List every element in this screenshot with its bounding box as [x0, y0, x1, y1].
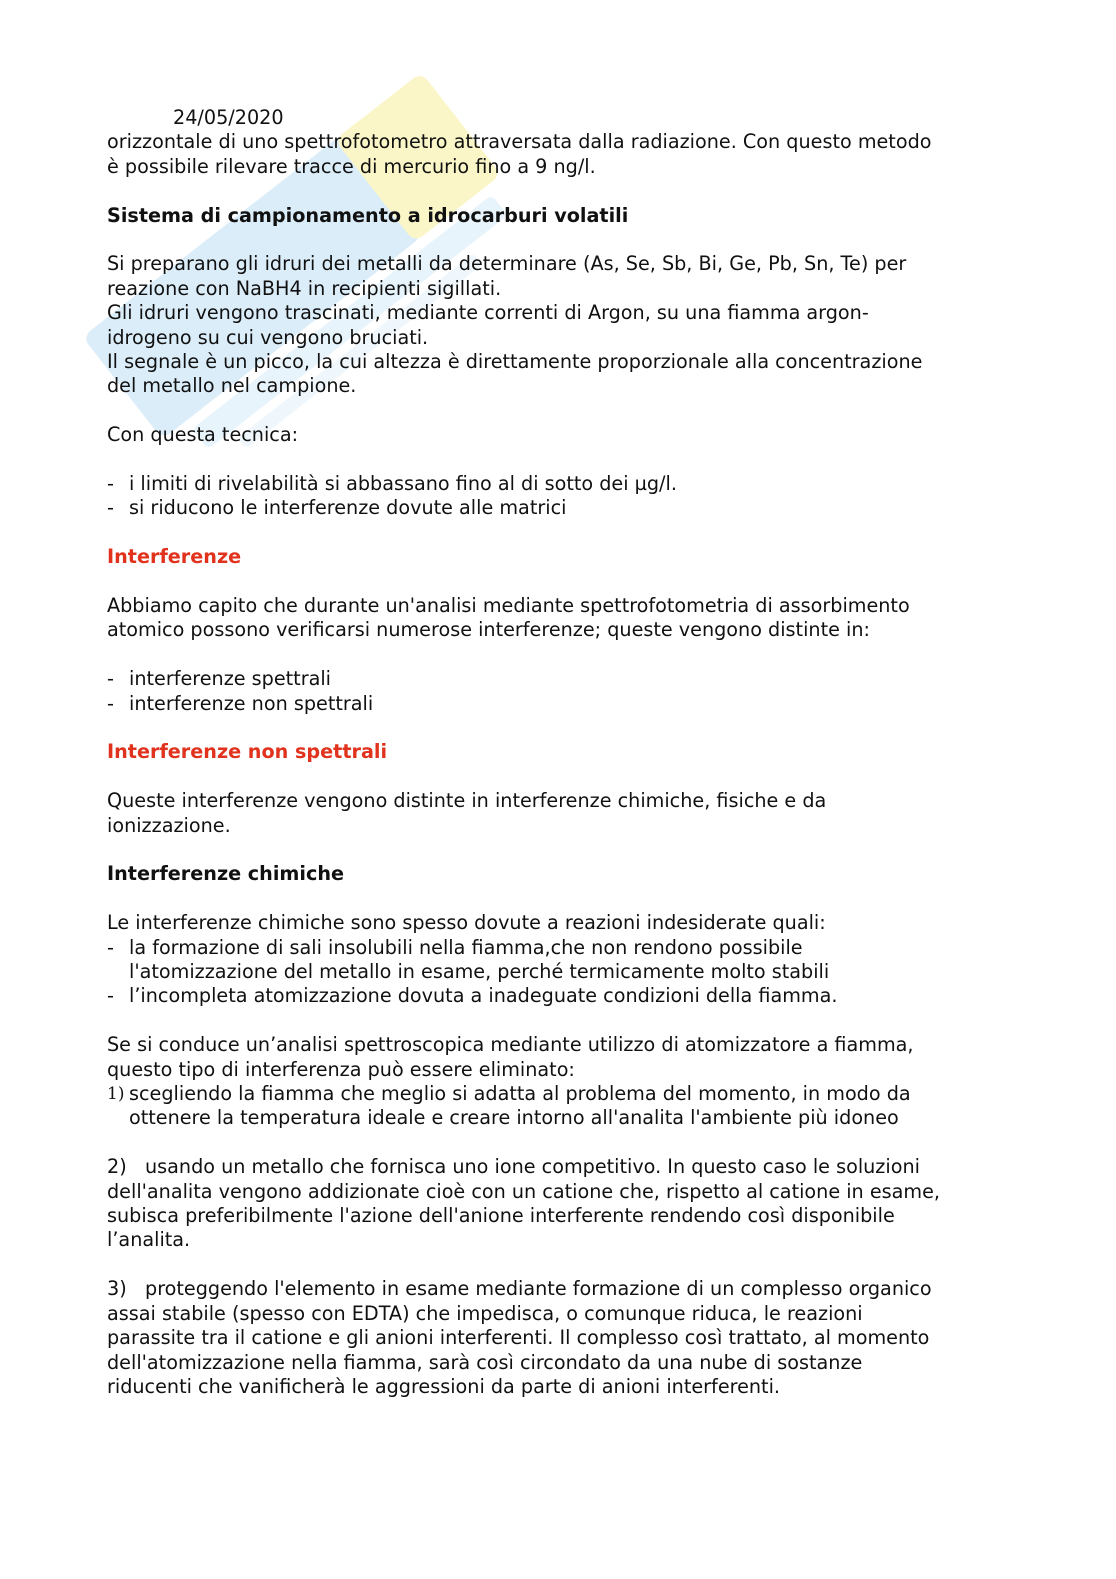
document-date: 24/05/2020: [173, 106, 284, 129]
numbered-item-2: [107, 1155, 1007, 1253]
non-spettrali-para-line: Queste interferenze vengono distinte in interferenze chimiche, fisiche e da: [107, 789, 827, 813]
item-number: 2): [107, 1155, 127, 1179]
dash-bullet: -: [107, 667, 114, 691]
list-item: [107, 692, 1007, 716]
intro-line-2: è possibile rilevare tracce di mercurio fino a 9 ng/l.: [107, 154, 596, 178]
hydrides-para-line: Si preparano gli idruri dei metalli da determinare (As, Se, Sb, Bi, Ge, Pb, Sn, Te) per: [107, 252, 907, 276]
hydrides-para-line: Il segnale è un picco, la cui altezza è direttamente proporzionale alla concentrazione: [107, 350, 923, 374]
chimiche-para-line: questo tipo di interferenza può essere eliminato:: [107, 1057, 575, 1081]
list-item-text: interferenze spettrali: [129, 667, 332, 691]
list-item: [107, 472, 1007, 496]
list-item-text: si riducono le interferenze dovute alle matrici: [129, 496, 567, 520]
section-title-chimiche: Interferenze chimiche: [107, 862, 345, 886]
numbered-item-line: l’analita.: [107, 1228, 191, 1252]
chimiche-lead: Le interferenze chimiche sono spesso dovute a reazioni indesiderate quali:: [107, 911, 826, 935]
list-item-text: i limiti di rivelabilità si abbassano fino al di sotto dei µg/l.: [129, 472, 677, 496]
numbered-item-line: riducenti che vanificherà le aggressioni da parte di anioni interferenti.: [107, 1374, 781, 1398]
section-title-interferenze: Interferenze: [107, 545, 242, 569]
dash-bullet: -: [107, 935, 114, 959]
numbered-item-line: ottenere la temperatura ideale e creare intorno all'analita l'ambiente più idoneo: [129, 1106, 899, 1130]
hydrides-lead: Con questa tecnica:: [107, 423, 299, 447]
hydrides-para-line: reazione con NaBH4 in recipienti sigillati.: [107, 276, 502, 300]
dash-bullet: -: [107, 496, 114, 520]
numbered-item-line: assai stabile (spesso con EDTA) che impedisca, o comunque riduca, le reazioni: [107, 1301, 863, 1325]
numbered-item-line: dell'atomizzazione nella fiamma, sarà così circondato da una nube di sostanze: [107, 1350, 863, 1374]
item-number: 3): [107, 1277, 127, 1301]
list-item: [107, 496, 1007, 520]
section-title-hydrides: Sistema di campionamento a idrocarburi volatili: [107, 203, 629, 227]
chimiche-para-line: Se si conduce un’analisi spettroscopica mediante utilizzo di atomizzatore a fiamma,: [107, 1033, 914, 1057]
numbered-item-line: subisca preferibilmente l'azione dell'anione interferente rendendo così disponibile: [107, 1204, 895, 1228]
numbered-item-1: [107, 1082, 1007, 1131]
list-item: [107, 667, 1007, 691]
numbered-item-3: [107, 1277, 1007, 1399]
list-item-text: interferenze non spettrali: [129, 691, 374, 715]
hydrides-para-line: idrogeno su cui vengono bruciati.: [107, 325, 429, 349]
hydrides-para-line: del metallo nel campione.: [107, 374, 357, 398]
non-spettrali-para-line: ionizzazione.: [107, 813, 231, 837]
list-item-line: l'atomizzazione del metallo in esame, perché termicamente molto stabili: [129, 960, 830, 984]
numbered-item-line: dell'analita vengono addizionate cioè con un catione che, rispetto al catione in esame,: [107, 1179, 940, 1203]
dash-bullet: -: [107, 472, 114, 496]
hydrides-para-line: Gli idruri vengono trascinati, mediante correnti di Argon, su una fiamma argon-: [107, 301, 869, 325]
list-item-line: la formazione di sali insolubili nella fiamma,che non rendono possibile: [129, 935, 803, 959]
interferenze-para-line: Abbiamo capito che durante un'analisi mediante spettrofotometria di assorbimento: [107, 594, 910, 618]
dash-bullet: -: [107, 691, 114, 715]
interferenze-para-line: atomico possono verificarsi numerose interferenze; queste vengono distinte in:: [107, 618, 870, 642]
list-item-line: l’incompleta atomizzazione dovuta a inadeguate condizioni della fiamma.: [129, 984, 838, 1008]
numbered-item-line: usando un metallo che fornisca uno ione competitivo. In questo caso le soluzioni: [145, 1155, 920, 1179]
numbered-item-line: proteggendo l'elemento in esame mediante formazione di un complesso organico: [145, 1277, 932, 1301]
list-item: [107, 984, 1007, 1008]
item-number: 1): [107, 1084, 125, 1105]
dash-bullet: -: [107, 984, 114, 1008]
numbered-item-line: parassite tra il catione e gli anioni interferenti. Il complesso così trattato, al momento: [107, 1326, 930, 1350]
list-item: [107, 936, 1007, 985]
section-title-non-spettrali: Interferenze non spettrali: [107, 740, 388, 764]
numbered-item-line: scegliendo la fiamma che meglio si adatta al problema del momento, in modo da: [129, 1082, 911, 1106]
document-body: [107, 106, 1007, 1399]
intro-line-1: orizzontale di uno spettrofotometro attraversata dalla radiazione. Con questo metodo: [107, 130, 932, 154]
